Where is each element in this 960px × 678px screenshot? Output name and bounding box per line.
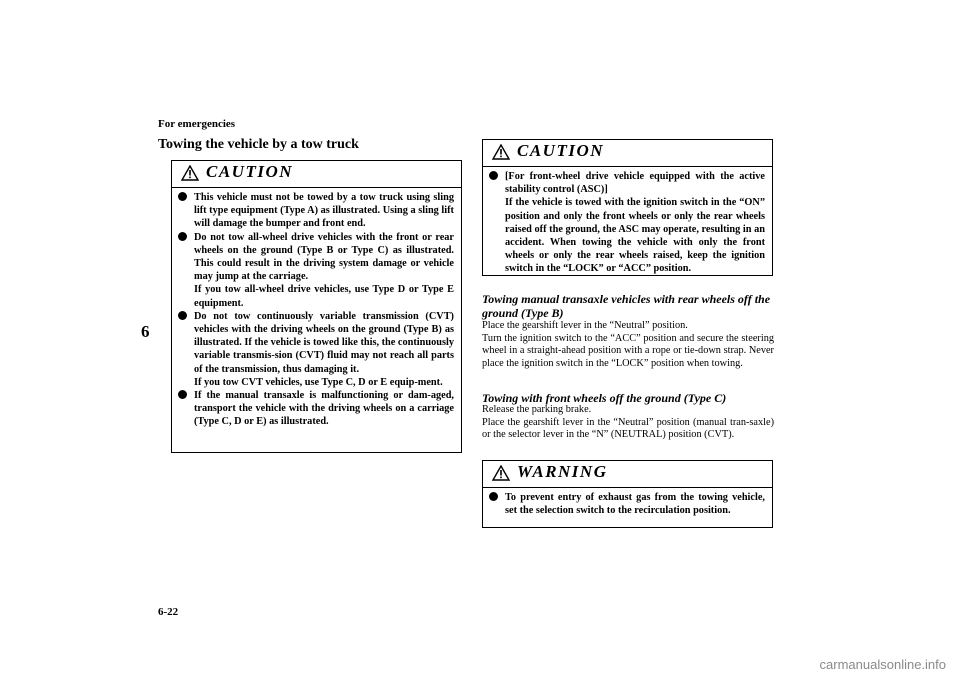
paragraph-type-b: Place the gearshift lever in the “Neutral” position. Turn the ignition switch to the “ACC” position and secure the steering wheel in a straight-ahead position with a rope or tie-down strap. Never place the ignition switch in the “LOCK” position when towing. (482, 320, 774, 369)
caution-item (178, 191, 454, 231)
caution-header (172, 161, 461, 188)
caution-item (178, 310, 454, 389)
warning-header (483, 461, 772, 488)
page-number: 6-22 (158, 606, 179, 618)
section-header: For emergencies (158, 118, 236, 130)
bullet-icon (178, 311, 187, 320)
warning-box (482, 460, 773, 528)
caution-box-right (482, 139, 773, 276)
caution-item-text: Do not tow all-wheel drive vehicles with the front or rear wheels on the ground (Type B or Type C) as illustrated. This could result in the driving system damage or vehicle may jump at the carriage. If you tow all-wheel drive vehicles, use Type D or Type E equipment. (194, 231, 454, 309)
caution-item-text: Do not tow continuously variable transmission (CVT) vehicles with the driving wheels on the ground (Type B) as illustrated. If the vehicle is towed like this, the continuously variable transmis-sion (CVT) fluid may not reach all parts of the transmission, thus damaging it. If you tow CVT vehicles, use Type C, D or E equip-ment. (194, 310, 455, 388)
bullet-icon (178, 192, 187, 201)
warning-triangle-icon (492, 144, 510, 160)
bullet-icon (178, 390, 187, 399)
warning-heading: WARNING (517, 462, 608, 481)
caution-heading: CAUTION (517, 141, 605, 160)
bullet-icon (489, 171, 498, 180)
page-title: Towing the vehicle by a tow truck (158, 137, 359, 152)
caution-item-text: [For front-wheel drive vehicle equipped with the active stability control (ASC)] If the vehicle is towed with the ignition switch in the “ON” position and only the front wheels or only the rear wheels raised off the ground, the ASC may operate, resulting in an accident. When towing the vehicle with only the front wheels or only the rear wheels raised, keep the ignition switch in the “LOCK” or “ACC” position. (505, 171, 765, 275)
caution-item (178, 389, 454, 429)
footer-watermark: carmanualsonline.info (819, 657, 946, 672)
chapter-tab: 6 (141, 322, 150, 341)
caution-heading: CAUTION (206, 162, 294, 181)
caution-box-left (171, 160, 462, 453)
bullet-icon (178, 232, 187, 241)
paragraph-type-c: Release the parking brake. Place the gearshift lever in the “Neutral” position (manual tran-saxle) or the selector lever in the “N” (NEUTRAL) position (CVT). (482, 404, 774, 441)
caution-item (178, 231, 454, 310)
caution-header (483, 140, 772, 167)
subheading-type-b: Towing manual transaxle vehicles with rear wheels off the ground (Type B) (482, 292, 771, 320)
warning-triangle-icon (181, 165, 199, 181)
warning-item-text: To prevent entry of exhaust gas from the towing vehicle, set the selection switch to the recirculation position. (505, 492, 765, 517)
caution-item-text: If the manual transaxle is malfunctioning or dam-aged, transport the vehicle with the driving wheels on a carriage (Type C, D or E) as illustrated. (194, 390, 454, 428)
warning-triangle-icon (492, 465, 510, 481)
warning-item (489, 491, 765, 517)
caution-item-text: This vehicle must not be towed by a tow truck using sling lift type equipment (Type A) as illustrated. Using a sling lift will damage the bumper and front end. (194, 192, 454, 230)
caution-item (489, 170, 765, 276)
bullet-icon (489, 492, 498, 501)
subheading-type-c: Towing with front wheels off the ground (Type C) (482, 391, 727, 405)
